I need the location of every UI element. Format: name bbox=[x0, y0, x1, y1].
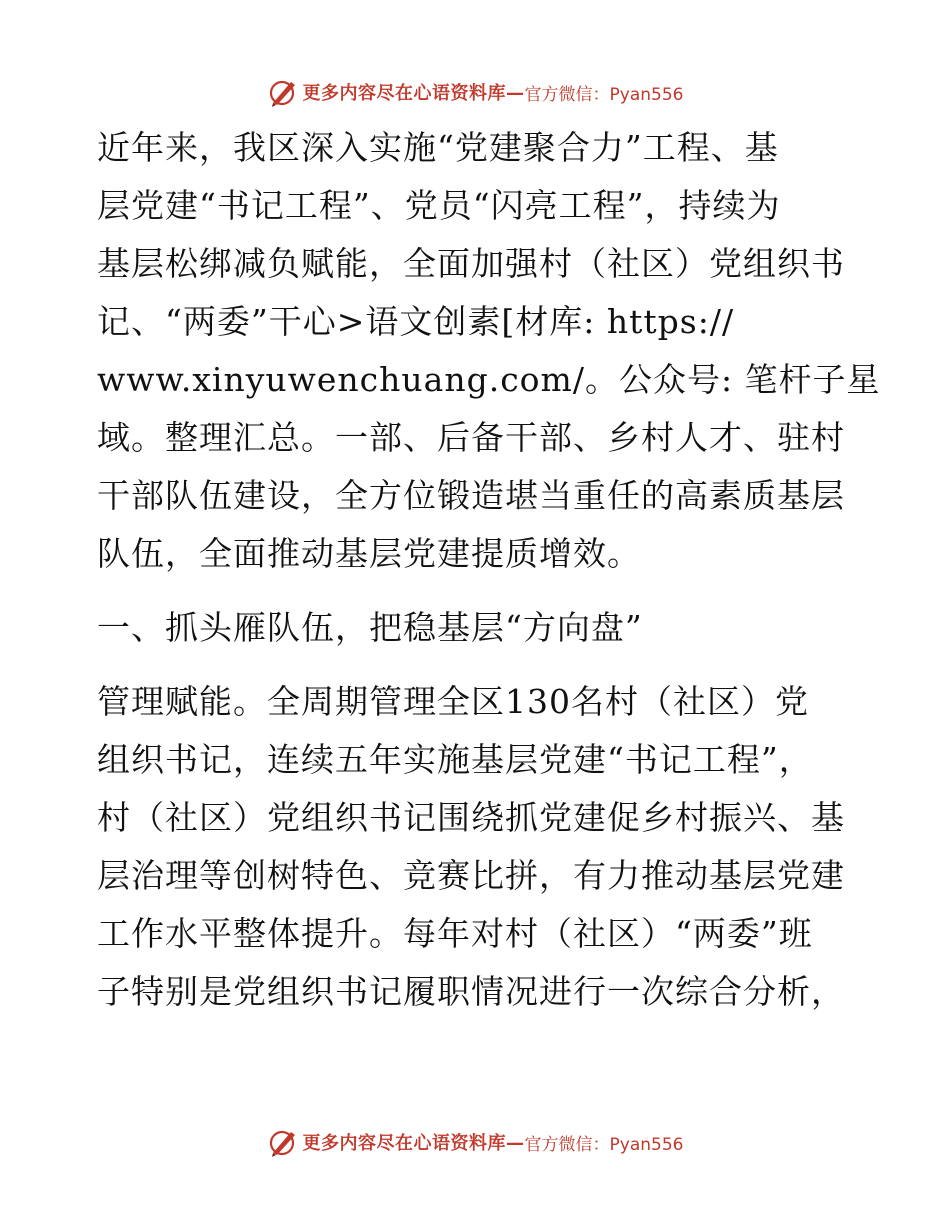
body-line: 基层松绑减负赋能，全面加强村（社区）党组织书 bbox=[97, 244, 845, 283]
footer-banner bbox=[0, 1122, 950, 1162]
body-line: 域。整理汇总。一部、后备干部、乡村人才、驻村 bbox=[97, 418, 845, 457]
body-line: 层治理等创树特色、竞赛比拼，有力推动基层党建 bbox=[97, 856, 845, 895]
body-line: 村（社区）党组织书记围绕抓党建促乡村振兴、基 bbox=[97, 798, 845, 837]
body-line: 管理赋能。全周期管理全区130名村（社区）党 bbox=[97, 682, 809, 721]
body-line: 工作水平整体提升。每年对村（社区）“两委”班 bbox=[97, 914, 813, 953]
body-line: www.xinyuwenchuang.com/。公众号: 笔杆子星 bbox=[97, 360, 881, 399]
body-line: 队伍，全面推动基层党建提质增效。 bbox=[97, 534, 641, 573]
body-line: 组织书记，连续五年实施基层党建“书记工程”， bbox=[97, 740, 813, 779]
header-banner-contact: 官方微信：Pyan556 bbox=[524, 84, 684, 105]
section-heading: 一、抓头雁队伍，把稳基层“方向盘” bbox=[97, 608, 643, 647]
footer-banner-contact: 官方微信：Pyan556 bbox=[524, 1134, 684, 1155]
body-line: 近年来，我区深入实施“党建聚合力”工程、基 bbox=[97, 128, 779, 167]
body-line: 子特别是党组织书记履职情况进行一次综合分析， bbox=[97, 972, 845, 1011]
header-banner-text: 更多内容尽在心语资料库— bbox=[302, 83, 525, 104]
pen-circle-logo-icon bbox=[267, 1126, 299, 1158]
header-banner bbox=[0, 72, 950, 112]
body-line: 记、“两委”干心>语文创素[材库: https:// bbox=[97, 302, 735, 341]
pen-circle-logo-icon bbox=[267, 76, 299, 108]
body-line: 层党建“书记工程”、党员“闪亮工程”，持续为 bbox=[97, 186, 781, 225]
body-line: 干部队伍建设，全方位锻造堪当重任的高素质基层 bbox=[97, 476, 845, 515]
footer-banner-text: 更多内容尽在心语资料库— bbox=[302, 1133, 525, 1154]
